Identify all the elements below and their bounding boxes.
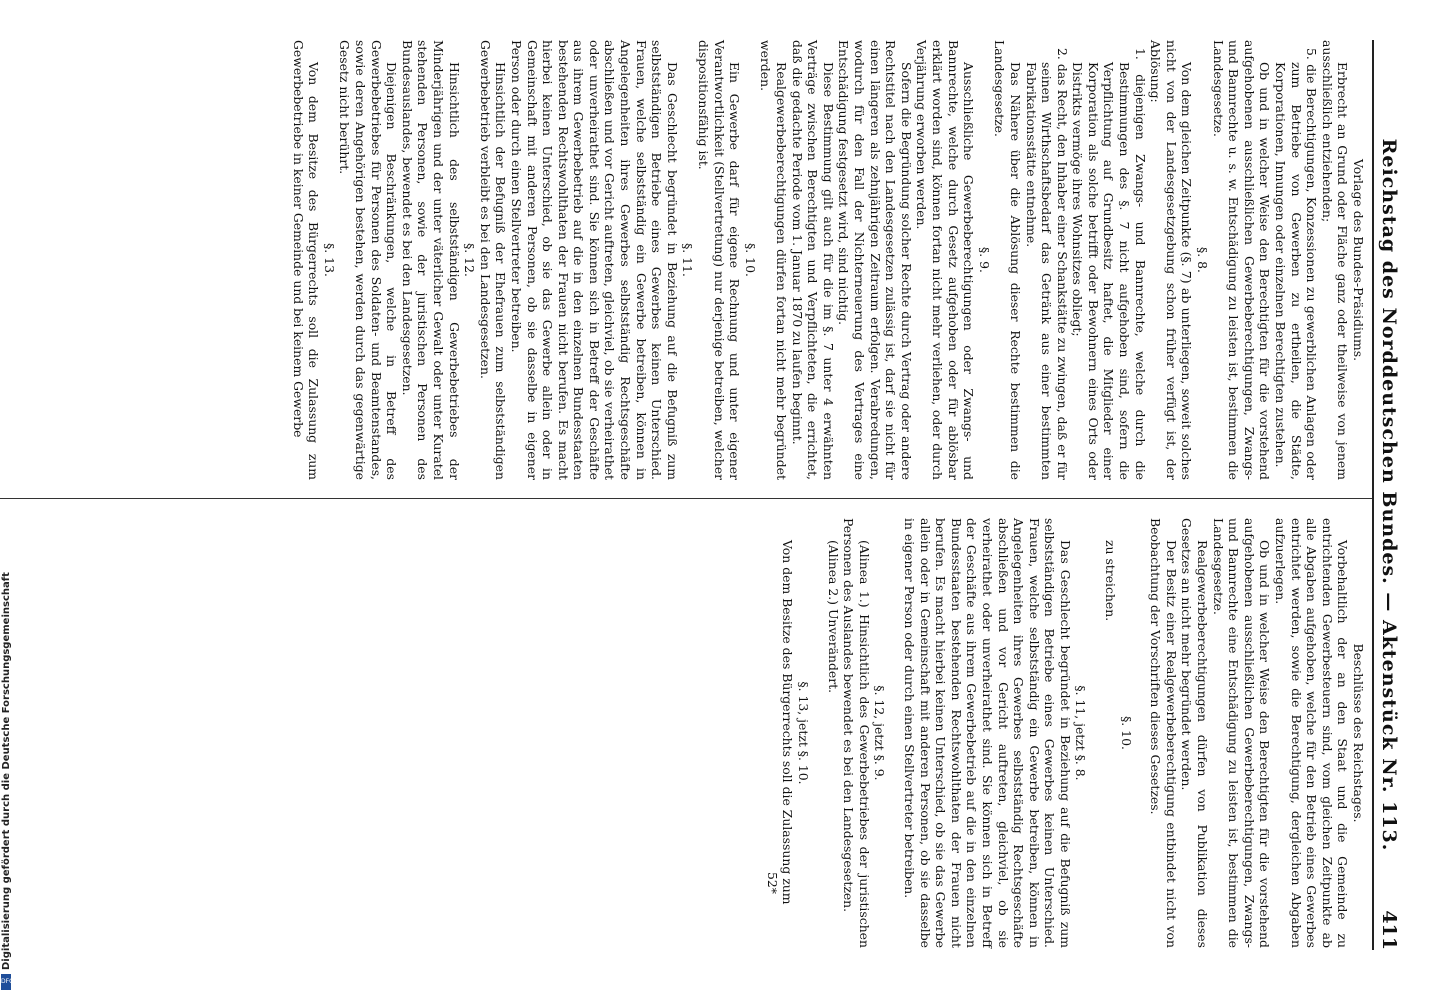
left-column-heading: Vorlage des Bundes-Präsidiums.: [1351, 158, 1366, 362]
spacer: [887, 518, 901, 948]
dfg-logo: DFG: [1, 974, 11, 990]
section-heading: §. 10.: [1118, 716, 1134, 750]
section-heading: §. 11.: [680, 243, 696, 277]
paragraph: Von dem Besitze des Bürgerrechts soll die Zulassung zum: [780, 540, 796, 905]
running-header: [1372, 40, 1404, 950]
section-heading: §. 12, jetzt §. 9.: [872, 685, 888, 781]
sheet-signature: 52*: [764, 872, 780, 894]
spacer: [1134, 518, 1148, 948]
section-heading: §. 13.: [321, 243, 337, 277]
right-column-reichstag-resolutions: [764, 518, 1366, 948]
paragraph: Ausschließliche Gewerbeberechtigungen oder Zwangs- und Bannrechte, welche durch Gesetz aufgehoben oder für ablösbar erklärt worden sind, können fortan nicht mehr verliehen, oder durch Verjährung erworben werden.: [914, 40, 977, 480]
paragraph: Sofern die Begründung solcher Rechte durch Vertrag oder andere Rechtstitel nach den Landesgesetzen zulässig ist, darf sie nicht für einen längeren als zehnjährigen Zeitraum erfolgen. Verabredungen, wodurch für den Fall der Nichterneuerung des Vertrages eine Entschädigung festgesetzt wird, sind nichtig.: [836, 40, 914, 480]
paragraph: (Alinea 2.) Unverändert.: [825, 540, 841, 694]
section-heading: §. 12.: [462, 243, 478, 277]
header-title: Reichstag des Norddeutschen Bundes. — Aktenstück Nr. 113.: [1378, 138, 1400, 852]
section-heading: §. 13, jetzt §. 10.: [796, 681, 811, 785]
funding-note: Digitalisierung gefördert durch die Deutsche Forschungsgemeinschaft: [1, 572, 12, 970]
paragraph: Realgewerbeberechtigungen dürfen fortan nicht mehr begründet werden.: [758, 40, 790, 480]
paragraph: Ein Gewerbe darf für eigene Rechnung und unter eigener Verantwortlichkeit (Stellvertretung) nur derjenige betreiben, welcher dispositionsfähig ist.: [696, 40, 743, 480]
paragraph: Das Geschlecht begründet in Beziehung auf die Befugniß zum selbstständigen Betriebe eines Gewerbes keinen Unterschied. Frauen, welche selbstständig ein Gewerbe betreiben, können in Angelegenheiten ihres Gewerbes selbstständig Rechtsgeschäfte abschließen und vor Gericht auftreten, gleichviel, ob sie verheirathet oder unverheirathet sind. Sie können sich in Betreff der Geschäfte aus ihrem Gewerbebetrieb auf die in den einzelnen Bundesstaaten bestehenden Rechtswohlthaten der Frauen nicht berufen. Es macht hierbei keinen Unterschied, ob sie das Gewerbe allein oder in Gemeinschaft mit anderen Personen, ob sie dasselbe in eigener Person oder durch einen Stellvertreter betreiben.: [901, 518, 1073, 948]
page-number: 411: [1378, 910, 1400, 950]
section-heading: §. 10.: [742, 243, 758, 277]
section-heading: §. 8.: [1195, 247, 1211, 273]
section-heading: §. 9.: [976, 247, 992, 273]
paragraph: Diese Bestimmung gilt auch für die im §. 7 unter 4 erwähnten Verträge zwischen Berechtigten und Verpflichteten, die errichtet, daß die gedachte Periode vom 1. Januar 1870 zu laufen beginnt.: [789, 40, 836, 480]
paragraph: Der Besitz einer Realgewerbeberechtigung entbindet nicht von Beobachtung der Vorschriften dieses Gesetzes.: [1148, 518, 1179, 948]
spacer: [811, 518, 825, 948]
paragraph: zu streichen.: [1103, 540, 1119, 622]
column-divider: [0, 498, 1372, 499]
paragraph: 2. das Recht, den Inhaber einer Schankstätte zu zwingen, daß er für seinen Wirthschaftsbedarf das Getränk aus einer bestimmten Fabrikationsstätte entnehme.: [1023, 48, 1070, 480]
paragraph: Das Nähere über die Ablösung dieser Rechte bestimmen die Landesgesetze.: [992, 40, 1023, 480]
paragraph: Hinsichtlich der Befugniß der Ehefrauen zum selbstständigen Gewerbebetrieb verbleibt es bei den Landesgesetzen.: [477, 40, 509, 480]
section-heading: §. 11, jetzt §. 8.: [1073, 685, 1089, 781]
paragraph: Das Geschlecht begründet in Beziehung auf die Befugniß zum selbstständigen Betriebe eines Gewerbes keinen Unterschied. Frauen, welche selbstständig ein Gewerbe betreiben, können in Angelegenheiten ihres Gewerbes selbstständig Rechtsgeschäfte abschließen und vor Gericht auftreten, gleichviel, ob sie verheirathet oder unverheirathet sind. Sie können sich in Betreff der Geschäfte aus ihrem Gewerbebetrieb auf die in den einzelnen Bundesstaaten bestehenden Rechtswohlthaten der Frauen nicht berufen. Es macht hierbei keinen Unterschied, ob sie das Gewerbe allein oder in Gemeinschaft mit anderen Personen, ob sie dasselbe in eigener Person oder durch einen Stellvertreter betreiben.: [508, 40, 680, 480]
digitization-credit: [0, 6, 12, 996]
paragraph: Erbrecht an Grund oder Fläche ganz oder theilweise von jenem ausschließlich entziehenden;: [1319, 40, 1351, 480]
spacer: [1089, 518, 1103, 948]
paragraph: Vorbehaltlich der an den Staat und die Gemeinde zu entrichtenden Gewerbesteuern sind, vom gleichen Zeitpunkte ab alle Abgaben aufgehoben, welche für den Betrieb eines Gewerbes entrichtet werden, sowie die Berechtigung, dergleichen Abgaben aufzuerlegen.: [1273, 518, 1351, 948]
paragraph: Diejenigen Beschränkungen, welche in Betreff des Gewerbebetriebes für Personen des Soldaten- und Beamtenstandes, sowie deren Angehörigen bestehen, werden durch das gegenwärtige Gesetz nicht berührt.: [337, 40, 400, 480]
paragraph: Ob und in welcher Weise den Berechtigten für die vorstehend aufgehobenen ausschließlichen Gewerbeberechtigungen, Zwangs- und Bannrechte u. s. w. Entschädigung zu leisten ist, bestimmen die Landesgesetze.: [1210, 40, 1273, 480]
paragraph: Von dem gleichen Zeitpunkte (§. 7) ab unterliegen, soweit solches nicht von der Landesgesetzgebung schon früher verfügt ist, der Ablösung:: [1148, 40, 1195, 480]
paragraph: 1. diejenigen Zwangs- und Bannrechte, welche durch die Bestimmungen des §. 7 nicht aufgehoben sind, sofern die Verpflichtung auf Grundbesitz haftet, die Mitglieder einer Korporation als solche betrifft oder Bewohnern eines Orts oder Distrikts vermöge ihres Wohnsitzes obliegt;: [1070, 48, 1148, 480]
paragraph: Ob und in welcher Weise den Berechtigten für die vorstehend aufgehobenen ausschließlichen Gewerbeberechtigungen, Zwangs- und Bannrechte eine Entschädigung zu leisten ist, bestimmen die Landesgesetze.: [1210, 518, 1273, 948]
paragraph: 5. die Berechtigungen, Konzessionen zu gewerblichen Anlagen oder zum Betriebe von Gewerben zu ertheilen, die Städte, Korporationen, Innungen oder einzelnen Berechtigten zustehen.: [1273, 48, 1320, 480]
paragraph: Realgewerbeberechtigungen dürfen von Publikation dieses Gesetzes an nicht mehr begründet werden.: [1179, 518, 1211, 948]
paragraph: Von dem Besitze des Bürgerrechts soll die Zulassung zum Gewerbebetriebe in keiner Gemeinde und bei keinem Gewerbe: [290, 40, 322, 480]
left-column-government-draft: [290, 40, 1366, 480]
right-column-heading: Beschlüsse des Reichstages.: [1351, 643, 1366, 823]
paragraph: (Alinea 1.) Hinsichtlich des Gewerbebetriebes der juristischen Personen des Auslandes bewendet es bei den Landesgesetzen.: [841, 518, 872, 948]
paragraph: Hinsichtlich des selbstständigen Gewerbebetriebes der Minderjährigen und der unter väterlicher Gewalt oder unter Kuratel stehenden Personen, sowie der juristischen Personen des Bundesauslandes, bewendet es bei den Landesgesetzen.: [399, 40, 462, 480]
